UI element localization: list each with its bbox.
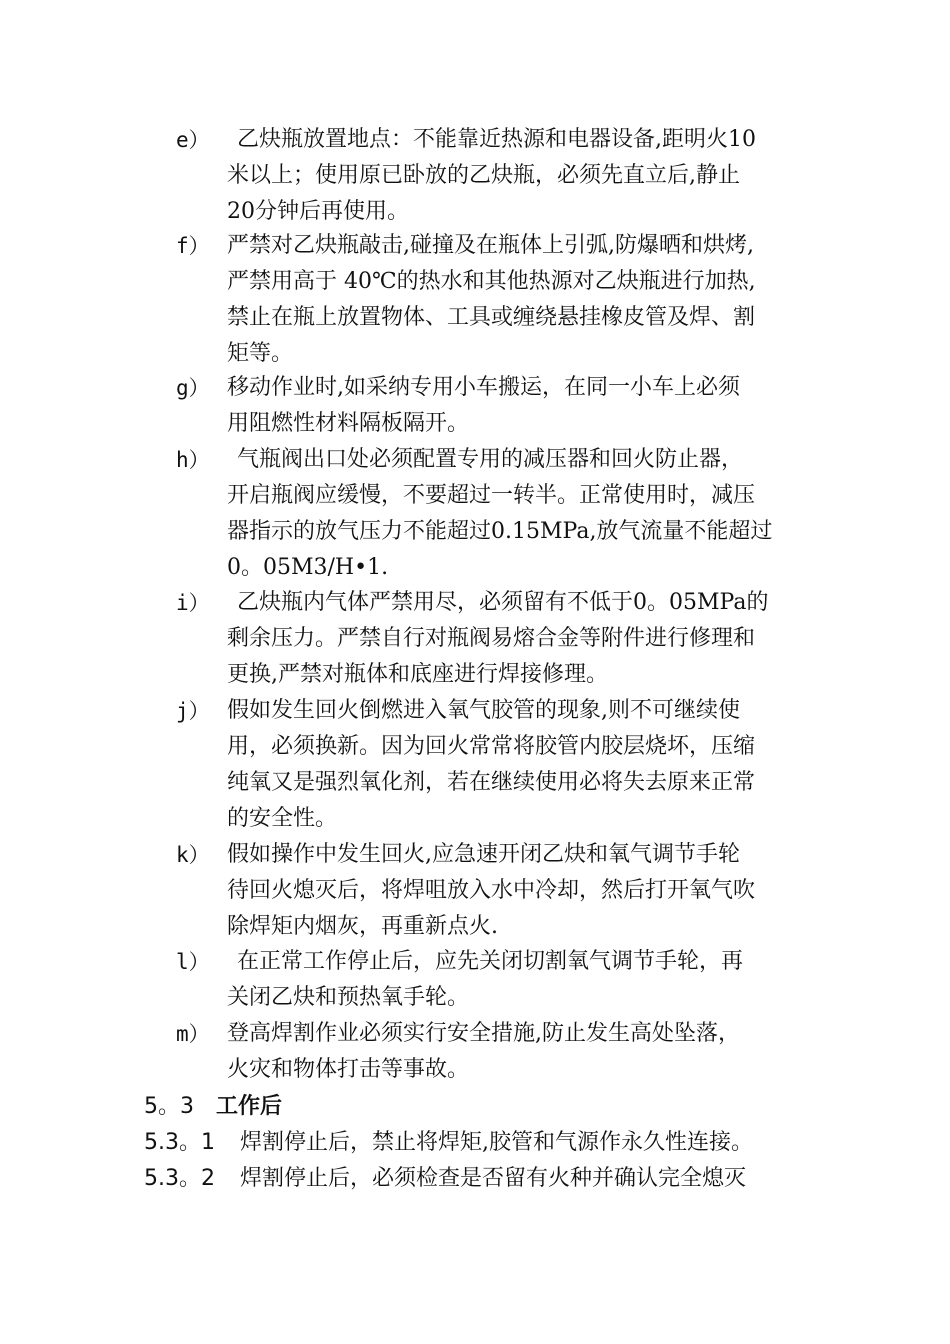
list-line: 矩等。 [227, 341, 294, 366]
list-marker: m） [176, 1022, 210, 1046]
list-line: 的安全性。 [227, 806, 338, 831]
list-marker: l） [176, 950, 210, 974]
subsection-5-3-1 [144, 1125, 753, 1161]
list-line: 气瓶阀出口处必须配置专用的减压器和回火防止器， [237, 447, 744, 472]
list-item-m [176, 1016, 816, 1088]
list-item-e [176, 122, 816, 230]
list-item-i [176, 585, 816, 693]
subsection-text: 焊割停止后，必须检查是否留有火种并确认完全熄灭 [240, 1166, 747, 1191]
list-line: 假如操作中发生回火,应急速开闭乙炔和氧气调节手轮 [227, 842, 740, 867]
list-marker: k） [176, 843, 210, 867]
list-line: 假如发生回火倒燃进入氧气胶管的现象,则不可继续使 [227, 698, 740, 723]
list-line: 用阻燃性材料隔板隔开。 [227, 411, 470, 436]
list-line: 用，必须换新。因为回火常常将胶管内胶层烧坏，压缩 [227, 734, 756, 759]
list-marker: h） [176, 448, 210, 472]
list-line: 开启瓶阀应缓慢，不要超过一转半。正常使用时，减压 [227, 483, 756, 508]
list-line: 纯氧又是强烈氧化剂，若在继续使用必将失去原来正常 [227, 770, 756, 795]
list-line: 器指示的放气压力不能超过0.15MPa,放气流量不能超过 [227, 519, 773, 544]
list-line: 严禁用高于 40℃的热水和其他热源对乙炔瓶进行加热, [227, 269, 756, 294]
list-line: 乙炔瓶放置地点：不能靠近热源和电器设备,距明火10 [237, 127, 756, 152]
list-line: 除焊矩内烟灰，再重新点火. [227, 914, 498, 939]
list-line: 20分钟后再使用。 [227, 199, 409, 224]
list-line: 乙炔瓶内气体严禁用尽，必须留有不低于0。05MPa的 [237, 590, 769, 615]
list-line: 严禁对乙炔瓶敲击,碰撞及在瓶体上引弧,防爆晒和烘烤, [227, 233, 754, 258]
list-line: 关闭乙炔和预热氧手轮。 [227, 985, 470, 1010]
list-line: 米以上；使用原已卧放的乙炔瓶，必须先直立后,静止 [227, 163, 740, 188]
section-title: 工作后 [216, 1094, 283, 1119]
subsection-number: 5.3。1 [144, 1130, 215, 1155]
list-line: 待回火熄灭后，将焊咀放入水中冷却，然后打开氧气吹 [227, 878, 756, 903]
section-number: 5。3 [144, 1094, 194, 1119]
list-item-l [176, 944, 816, 1016]
list-marker: g） [176, 376, 210, 400]
list-marker: j） [176, 699, 210, 723]
list-line: 剩余压力。严禁自行对瓶阀易熔合金等附件进行修理和 [227, 626, 756, 651]
list-item-k [176, 837, 816, 945]
list-line: 登高焊割作业必须实行安全措施,防止发生高处坠落， [227, 1021, 740, 1046]
subsection-5-3-2 [144, 1161, 746, 1197]
section-heading [144, 1089, 282, 1125]
list-line: 禁止在瓶上放置物体、工具或缠绕悬挂橡皮管及焊、割 [227, 305, 756, 330]
subsection-text: 焊割停止后，禁止将焊矩,胶管和气源作永久性连接。 [240, 1130, 753, 1155]
list-marker: i） [176, 591, 210, 615]
list-line: 火灾和物体打击等事故。 [227, 1057, 470, 1082]
list-item-f [176, 228, 816, 372]
list-item-j [176, 693, 816, 837]
list-item-g [176, 370, 816, 442]
list-line: 0。05M3/H•1. [227, 555, 389, 580]
list-line: 更换,严禁对瓶体和底座进行焊接修理。 [227, 662, 608, 687]
list-item-h [176, 442, 816, 586]
subsection-number: 5.3。2 [144, 1166, 215, 1191]
list-line: 移动作业时,如采纳专用小车搬运，在同一小车上必须 [227, 375, 740, 400]
list-line: 在正常工作停止后，应先关闭切割氧气调节手轮，再 [237, 949, 744, 974]
list-marker: f） [176, 234, 210, 258]
list-marker: e） [176, 128, 210, 152]
